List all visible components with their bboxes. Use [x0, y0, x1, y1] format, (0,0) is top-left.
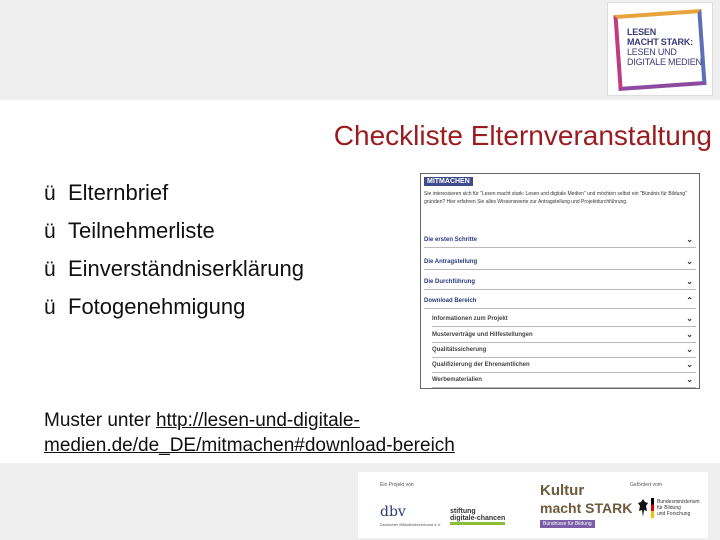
- chevron-down-icon: ⌄: [686, 257, 693, 266]
- stiftung-logo: [450, 508, 505, 525]
- accordion-row-label: Download Bereich: [424, 298, 477, 304]
- checklist-item: [44, 174, 304, 212]
- accordion-subrow-label: Werbematerialien: [432, 377, 482, 383]
- bmbf-line-1: Bundesministerium: [657, 499, 700, 505]
- project-logo: [607, 2, 713, 96]
- chevron-down-icon: ⌄: [686, 375, 693, 384]
- logo-text: [627, 27, 702, 67]
- logo-line-3: LESEN UND: [627, 47, 677, 57]
- accordion-row-label: Die ersten Schritte: [424, 237, 478, 243]
- checklist-item-label: Einverständniserklärung: [68, 256, 305, 281]
- chevron-up-icon: ⌃: [686, 296, 693, 305]
- accordion-row-label: Die Durchführung: [424, 279, 475, 285]
- accordion-subrow[interactable]: [432, 315, 696, 327]
- dbv-subtitle: Deutscher Bibliotheksverband e.V.: [380, 522, 441, 527]
- chevron-down-icon: ⌄: [686, 235, 693, 244]
- logo-line-2: MACHT STARK:: [627, 37, 693, 47]
- bmbf-line-2: für Bildung: [657, 505, 681, 511]
- accordion-subrow-label: Qualitätssicherung: [432, 347, 487, 353]
- bmbf-logo: [657, 499, 700, 517]
- logo-line-4: DIGITALE MEDIEN: [627, 57, 702, 67]
- accordion-subrow-label: Musterverträge und Hilfestellungen: [432, 332, 533, 338]
- stiftung-logo-line-2: digitale-chancen: [450, 515, 506, 522]
- check-icon: ü: [44, 296, 56, 319]
- download-note-prefix: Muster unter: [44, 410, 156, 431]
- checklist-item-label: Fotogenehmigung: [68, 294, 246, 319]
- mitmachen-tag: MITMACHEN: [424, 177, 473, 186]
- website-screenshot: [420, 173, 700, 389]
- slide-title: Checkliste Elternveranstaltung: [333, 120, 712, 151]
- accordion-row-label: Die Antragstellung: [424, 259, 478, 265]
- accordion-subrow[interactable]: [432, 376, 696, 388]
- accordion-subrow-label: Informationen zum Projekt: [432, 316, 508, 322]
- checklist-item: [44, 250, 304, 288]
- accordion-row[interactable]: [424, 297, 696, 309]
- checklist-item: [44, 212, 304, 250]
- kultur-macht-stark-logo-main: macht STARK: [540, 500, 633, 516]
- logo-line-1: LESEN: [627, 27, 657, 37]
- accordion-subrow[interactable]: [432, 331, 696, 343]
- accordion-subrow[interactable]: [432, 361, 696, 373]
- accordion-subrow[interactable]: [432, 346, 696, 358]
- partner-logos: [358, 472, 708, 538]
- download-note-line-2: [44, 433, 455, 458]
- bmbf-line-3: und Forschung: [657, 511, 691, 517]
- intro-text: Sie interessieren sich für "Lesen macht stark: Lesen und digitale Medien" und möchten selbst ein "Bündnis für Bildung" gründen? Hier erfahren Sie alles Wissenswerte zur Antragstellung und Projektdurchführung.: [424, 191, 687, 205]
- stiftung-logo-line-1: stiftung: [450, 508, 476, 515]
- checklist-item: [44, 288, 304, 326]
- eagle-icon: [637, 498, 649, 518]
- kultur-macht-stark-logo-top: Kultur: [540, 482, 585, 499]
- checklist-item-label: Elternbrief: [68, 180, 169, 205]
- checklist-item-label: Teilnehmerliste: [68, 218, 215, 243]
- download-link-part-1[interactable]: http://lesen-und-digitale-: [155, 410, 360, 431]
- check-icon: ü: [44, 182, 56, 205]
- chevron-down-icon: ⌄: [686, 330, 693, 339]
- chevron-down-icon: ⌄: [686, 360, 693, 369]
- funded-by-label: Gefördert vom: [630, 482, 662, 488]
- check-icon: ü: [44, 258, 56, 281]
- checklist: [44, 174, 304, 326]
- kultur-macht-stark-tagline: Bündnisse für Bildung: [540, 520, 595, 528]
- download-link-part-2[interactable]: medien.de/de_DE/mitmachen#download-bereich: [44, 435, 455, 456]
- accordion-row[interactable]: [424, 236, 696, 248]
- accordion-row[interactable]: [424, 258, 696, 270]
- chevron-down-icon: ⌄: [686, 277, 693, 286]
- german-flag-icon: [651, 498, 654, 518]
- download-note: [44, 408, 455, 458]
- accordion-subrow-label: Qualifizierung der Ehrenamtlichen: [432, 362, 530, 368]
- chevron-down-icon: ⌄: [686, 314, 693, 323]
- chevron-down-icon: ⌄: [686, 345, 693, 354]
- accordion-row[interactable]: [424, 278, 696, 290]
- project-by-label: Ein Projekt von: [380, 482, 414, 488]
- download-note-line-1: [44, 408, 455, 433]
- check-icon: ü: [44, 220, 56, 243]
- dbv-logo: dbv: [380, 504, 406, 520]
